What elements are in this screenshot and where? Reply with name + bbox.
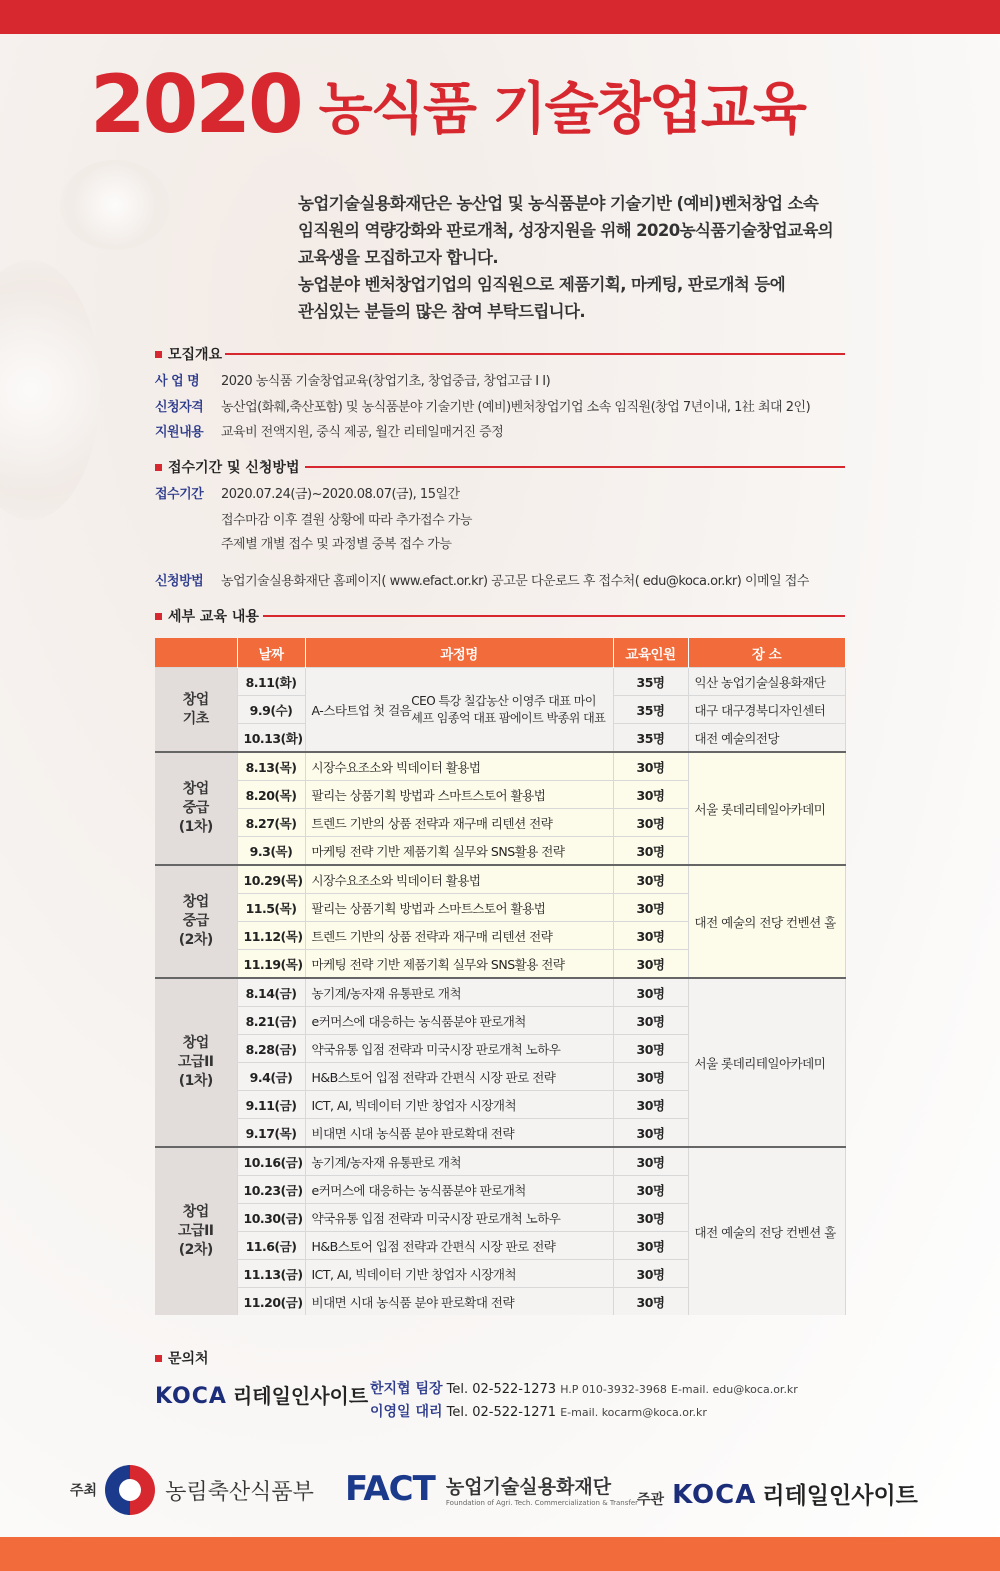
field-value: 2020.07.24(금)~2020.08.07(금), 15일간 (221, 487, 460, 502)
cup-decoration (0, 260, 100, 520)
group-cell: 창업 고급II (1차) (155, 978, 237, 1147)
contact-hp: H.P 010-3932-3968 (560, 1383, 667, 1396)
date-cell: 8.11(화) (237, 668, 305, 696)
field-label: 사 업 명 (155, 374, 200, 389)
capacity-cell: 30명 (613, 781, 688, 809)
section-detail (155, 606, 845, 626)
bullet-square (155, 464, 162, 471)
intro-text (298, 190, 918, 325)
course-cell: H&B스토어 입점 전략과 간편식 시장 판로 전략 (305, 1232, 613, 1260)
org-name: 리테일인사이트 (232, 1384, 369, 1408)
organizer-label: 주관 (637, 1491, 665, 1508)
field-value: 2020 농식품 기술창업교육(창업기초, 창업중급, 창업고급 I I) (221, 374, 551, 389)
section-title: 문의처 (168, 1351, 209, 1367)
capacity-cell: 30명 (613, 809, 688, 837)
contact-name: 이영일 대리 (370, 1404, 443, 1420)
speaker-list: CEO 특강 칠갑농산 이영주 대표 마이셰프 임종억 대표 팜에이트 박종위 대표 (411, 693, 606, 725)
course-cell: ICT, AI, 빅데이터 기반 창업자 시장개척 (305, 1091, 613, 1119)
place-cell: 대전 예술의전당 (688, 724, 845, 753)
section-title: 접수기간 및 신청방법 (168, 460, 300, 476)
date-cell: 9.4(금) (237, 1063, 305, 1091)
course-cell: 비대면 시대 농식품 분야 판로확대 전략 (305, 1288, 613, 1316)
date-cell: 9.9(수) (237, 696, 305, 724)
period-date (155, 483, 855, 502)
date-cell: 11.19(목) (237, 950, 305, 979)
capacity-cell: 30명 (613, 1119, 688, 1148)
group-cell: 창업 기초 (155, 668, 237, 753)
capacity-cell: 30명 (613, 1232, 688, 1260)
course-cell: H&B스토어 입점 전략과 간편식 시장 판로 전략 (305, 1063, 613, 1091)
taegeuk-icon (105, 1465, 155, 1515)
contact-tel: Tel. 02-522-1273 (446, 1382, 557, 1397)
intro-line: 임직원의 역량강화와 판로개척, 성장지원을 위해 2020농식품기술창업교육의 (298, 221, 834, 240)
intro-line: 농업분야 벤처창업기업의 임직원으로 제품기획, 마케팅, 판로개척 등에 (298, 275, 786, 294)
contact-name: 한지협 팀장 (370, 1381, 443, 1397)
bullet-square (155, 351, 162, 358)
capacity-cell: 30명 (613, 950, 688, 979)
date-cell: 11.13(금) (237, 1260, 305, 1288)
intro-line: 교육생을 모집하고자 합니다. (298, 248, 499, 267)
intro-line: 관심있는 분들의 많은 참여 부탁드립니다. (298, 302, 586, 321)
date-cell: 8.21(금) (237, 1007, 305, 1035)
capacity-cell: 30명 (613, 1007, 688, 1035)
table-row (155, 668, 845, 696)
section-divider (305, 466, 845, 468)
course-name: A-스타트업 첫 걸음 (311, 702, 412, 718)
capacity-cell: 30명 (613, 865, 688, 894)
contact-email[interactable]: E-mail. edu@koca.or.kr (671, 1383, 798, 1396)
date-cell: 9.11(금) (237, 1091, 305, 1119)
group-cell: 창업 중급 (2차) (155, 865, 237, 978)
capacity-cell: 30명 (613, 922, 688, 950)
header-cell: 과정명 (305, 638, 613, 668)
place-cell: 대구 대구경북디자인센터 (688, 696, 845, 724)
date-cell: 9.3(목) (237, 837, 305, 866)
course-cell: e커머스에 대응하는 농식품분야 판로개척 (305, 1176, 613, 1204)
host-name: 농림축산식품부 (165, 1479, 314, 1505)
date-cell: 9.17(목) (237, 1119, 305, 1148)
course-cell: 팔리는 상품기획 방법과 스마트스토어 활용법 (305, 781, 613, 809)
date-cell: 10.23(금) (237, 1176, 305, 1204)
contact-tel: Tel. 02-522-1271 (446, 1405, 557, 1420)
date-cell: 10.16(금) (237, 1147, 305, 1176)
field-label: 접수기간 (155, 487, 204, 502)
course-cell: e커머스에 대응하는 농식품분야 판로개척 (305, 1007, 613, 1035)
contact-email[interactable]: E-mail. kocarm@koca.or.kr (560, 1406, 707, 1419)
capacity-cell: 30명 (613, 1176, 688, 1204)
table-row (155, 752, 845, 781)
fact-english-name: Foundation of Agri. Tech. Commercialization & Transfer (445, 1498, 639, 1507)
overview-support (155, 421, 855, 440)
field-value: 농산업(화훼,축산포함) 및 농식품분야 기술기반 (예비)벤처창업기업 소속 임직원(창업 7년이내, 1社 최대 2인) (221, 400, 811, 415)
footer-logos (0, 1465, 1000, 1525)
field-label: 신청방법 (155, 574, 204, 589)
overview-biz (155, 370, 855, 389)
title-text: 농식품 기술창업교육 (318, 76, 806, 142)
date-cell: 10.29(목) (237, 865, 305, 894)
capacity-cell: 30명 (613, 1091, 688, 1119)
date-cell: 10.30(금) (237, 1204, 305, 1232)
koca-wordmark: KOCA (672, 1480, 757, 1510)
organizer-name: 리테일인사이트 (762, 1483, 918, 1509)
capacity-cell: 30명 (613, 1288, 688, 1316)
period-note: 주제별 개별 접수 및 과정별 중복 접수 가능 (221, 537, 452, 552)
capacity-cell: 30명 (613, 978, 688, 1007)
fact-name: 농업기술실용화재단 (445, 1475, 612, 1498)
capacity-cell: 35명 (613, 696, 688, 724)
date-cell: 8.27(목) (237, 809, 305, 837)
host-logo (70, 1465, 314, 1515)
capacity-cell: 30명 (613, 1063, 688, 1091)
contact-person-2 (370, 1401, 798, 1424)
course-cell: 트렌드 기반의 상품 전략과 재구매 리텐션 전략 (305, 922, 613, 950)
top-bar (0, 0, 1000, 34)
flower-decoration (60, 160, 170, 250)
capacity-cell: 30명 (613, 894, 688, 922)
place-cell: 대전 예술의 전당 컨벤션 홀 (688, 865, 845, 978)
section-contact (155, 1348, 845, 1368)
course-cell: 마케팅 전략 기반 제품기획 실무와 SNS활용 전략 (305, 950, 613, 979)
capacity-cell: 35명 (613, 668, 688, 696)
fact-name-block (446, 1472, 638, 1507)
field-value: 교육비 전액지원, 중식 제공, 월간 리테일매거진 증정 (221, 425, 504, 440)
schedule-table (155, 638, 846, 1315)
course-cell: 마케팅 전략 기반 제품기획 실무와 SNS활용 전략 (305, 837, 613, 866)
section-title: 모집개요 (168, 347, 223, 363)
date-cell: 8.20(목) (237, 781, 305, 809)
capacity-cell: 30명 (613, 1260, 688, 1288)
date-cell: 11.20(금) (237, 1288, 305, 1316)
organizer-logo (637, 1477, 918, 1510)
header-cell: 장 소 (688, 638, 845, 668)
course-cell: 비대면 시대 농식품 분야 판로확대 전략 (305, 1119, 613, 1148)
section-overview (155, 344, 845, 364)
section-title: 세부 교육 내용 (168, 609, 259, 625)
field-label: 지원내용 (155, 425, 204, 440)
field-label: 신청자격 (155, 400, 204, 415)
place-cell: 익산 농업기술실용화재단 (688, 668, 845, 696)
section-divider (225, 353, 845, 355)
contact-person-1 (370, 1378, 798, 1401)
capacity-cell: 30명 (613, 837, 688, 866)
place-cell: 서울 롯데리테일아카데미 (688, 978, 845, 1147)
date-cell: 8.13(목) (237, 752, 305, 781)
course-cell: ICT, AI, 빅데이터 기반 창업자 시장개척 (305, 1260, 613, 1288)
date-cell: 11.5(목) (237, 894, 305, 922)
capacity-cell: 35명 (613, 724, 688, 753)
bullet-square (155, 613, 162, 620)
koca-logo (155, 1380, 368, 1409)
group-cell: 창업 고급II (2차) (155, 1147, 237, 1315)
course-cell (305, 668, 613, 753)
fact-wordmark: FACT (345, 1469, 435, 1509)
course-cell: 시장수요조소와 빅데이터 활용법 (305, 865, 613, 894)
course-cell: 농기계/농자재 유통판로 개척 (305, 978, 613, 1007)
capacity-cell: 30명 (613, 1147, 688, 1176)
section-period (155, 457, 845, 477)
bottom-bar (0, 1537, 1000, 1571)
date-cell: 11.6(금) (237, 1232, 305, 1260)
table-header-row (155, 638, 845, 668)
course-cell: 약국유통 입점 전략과 미국시장 판로개척 노하우 (305, 1204, 613, 1232)
course-cell: 약국유통 입점 전략과 미국시장 판로개척 노하우 (305, 1035, 613, 1063)
date-cell: 8.28(금) (237, 1035, 305, 1063)
intro-line: 농업기술실용화재단은 농산업 및 농식품분야 기술기반 (예비)벤처창업 소속 (298, 194, 819, 213)
date-cell: 10.13(화) (237, 724, 305, 753)
group-cell: 창업 중급 (1차) (155, 752, 237, 865)
course-cell: 팔리는 상품기획 방법과 스마트스토어 활용법 (305, 894, 613, 922)
date-cell: 8.14(금) (237, 978, 305, 1007)
header-cell (155, 638, 237, 668)
bullet-square (155, 1355, 162, 1362)
contact-info (370, 1378, 798, 1424)
header-cell: 교육인원 (613, 638, 688, 668)
fact-logo (345, 1469, 638, 1509)
place-cell: 서울 롯데리테일아카데미 (688, 752, 845, 865)
period-note: 접수마감 이후 결원 상황에 따라 추가접수 가능 (221, 513, 472, 528)
course-cell: 트렌드 기반의 상품 전략과 재구매 리텐션 전략 (305, 809, 613, 837)
header-cell: 날짜 (237, 638, 305, 668)
capacity-cell: 30명 (613, 752, 688, 781)
apply-method (155, 570, 855, 589)
date-cell: 11.12(목) (237, 922, 305, 950)
table-row (155, 1147, 845, 1176)
course-cell: 시장수요조소와 빅데이터 활용법 (305, 752, 613, 781)
overview-qualification (155, 396, 855, 415)
table-row (155, 978, 845, 1007)
section-divider (263, 615, 845, 617)
capacity-cell: 30명 (613, 1204, 688, 1232)
capacity-cell: 30명 (613, 1035, 688, 1063)
place-cell: 대전 예술의 전당 컨벤션 홀 (688, 1147, 845, 1315)
host-label: 주최 (70, 1483, 98, 1499)
title-year: 2020 (90, 58, 301, 151)
course-cell: 농기계/농자재 유통판로 개척 (305, 1147, 613, 1176)
table-row (155, 865, 845, 894)
field-value: 농업기술실용화재단 홈페이지( www.efact.or.kr) 공고문 다운로드 후 접수처( edu@koca.or.kr) 이메일 접수 (221, 574, 809, 589)
koca-wordmark: KOCA (155, 1384, 227, 1409)
page-title (90, 58, 950, 151)
